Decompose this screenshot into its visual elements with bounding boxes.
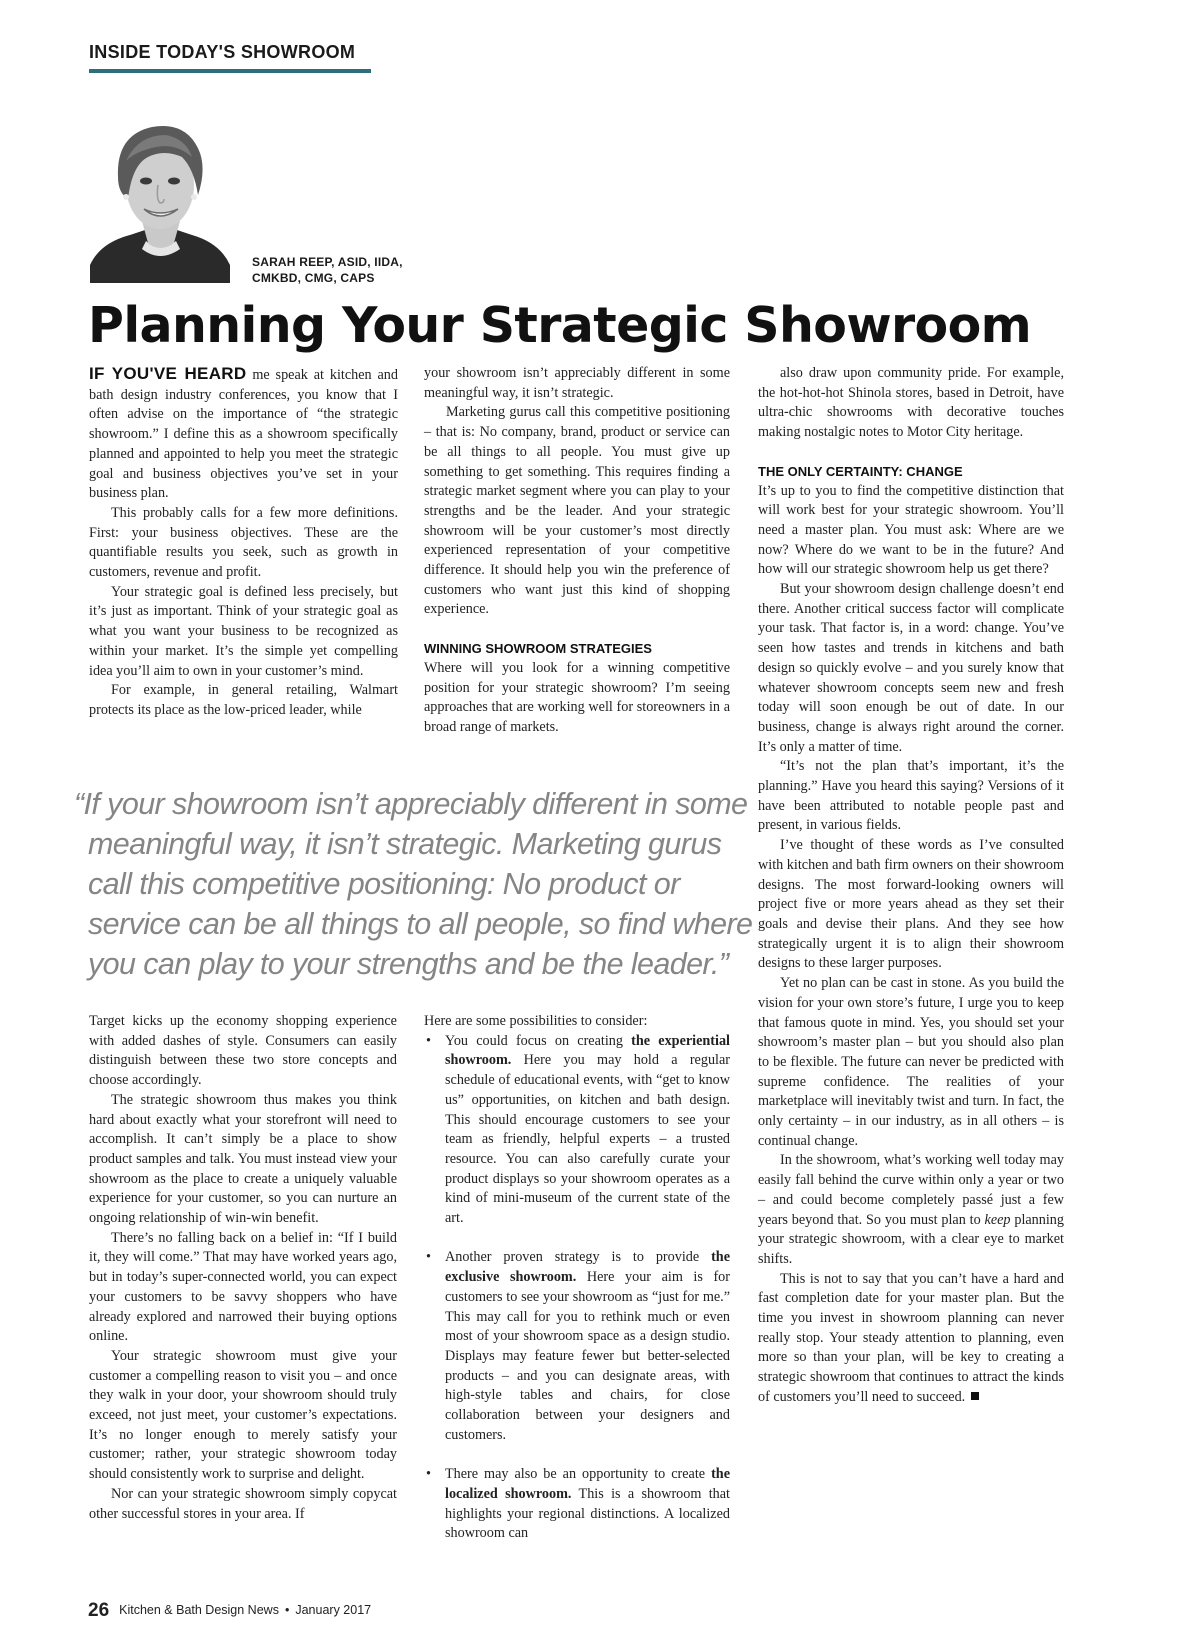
list-item [424, 1465, 730, 1544]
section-rule [89, 69, 371, 73]
list-item [424, 1248, 730, 1445]
list-item-emphasis: the localized showroom. [445, 1466, 730, 1502]
body-paragraph: Your strategic showroom must give your customer a compelling reason to visit you – and once they walk in your door, your showroom should truly exceed, not just meet, your customer’s expectations. It’s no longer enough to merely satisfy your customer; rather, your strategic showroom today should consistently work to surprise and delight. [89, 1347, 397, 1483]
column-3 [758, 364, 1064, 1408]
pull-quote [74, 784, 754, 984]
body-paragraph: also draw upon community pride. For example, the hot-hot-hot Shinola stores, based in Detroit, have ultra-chic showrooms with decorative touches making nostalgic notes to Motor City heritage. [758, 365, 1064, 441]
body-text: planning your strategic showroom, with a clear eye to market shifts. [758, 1211, 1064, 1267]
author-name-line-1: SARAH REEP, ASID, IIDA, [252, 255, 403, 269]
article-headline: Planning Your Strategic Showroom [88, 297, 1032, 354]
body-paragraph: The strategic showroom thus makes you think hard about exactly what your storefront will need to accomplish. It can’t simply be a place to show product samples and talk. You must instead view your showroom as the place to create a uniquely valuable experience for your customer, so you can nurture an ongoing relationship of win-win benefit. [89, 1091, 397, 1227]
body-paragraph: I’ve thought of these words as I’ve consulted with kitchen and bath firm owners on their showroom designs. The most forward-looking owners will project five or more years ahead as they set their goals and devise their plans. And they see how strategically urgent it is to align their showroom designs to these larger purposes. [758, 837, 1064, 972]
list-item-text: You could focus on creating [445, 1032, 632, 1049]
list-item-emphasis: the exclusive showroom. [445, 1249, 730, 1286]
bullet-icon: • [426, 1249, 431, 1266]
lead-paragraph-text: me speak at kitchen and bath design industry conferences, you know that I often advise on the importance of “the strategic showroom.” I define this as a showroom specifically planned and appointed to help you meet the strategic goal and business objectives you’ve set in your business plan. [89, 367, 398, 502]
body-paragraph: It’s up to you to find the competitive distinction that will work best for your strategic showroom. You’ll need a master plan. You must ask: Where are we now? Where do we want to be in the future? And how will our strategic showroom help us get there? [758, 482, 1064, 578]
end-of-article-icon [971, 1392, 979, 1400]
body-paragraph [758, 1270, 1064, 1408]
body-paragraph: “It’s not the plan that’s important, it’s the planning.” Have you heard this saying? Versions of it have been attributed to notable people past and present, in various fields. [758, 758, 1064, 834]
pull-quote-line: you can play to your strengths and be the leader.” [88, 947, 729, 981]
author-byline [252, 254, 472, 286]
body-paragraph: Target kicks up the economy shopping experience with added dashes of style. Consumers can easily distinguish between these two store concepts and choose accordingly. [89, 1013, 397, 1089]
list-item-text: There may also be an opportunity to create [445, 1466, 712, 1483]
page-footer [88, 1600, 588, 1622]
subhead: THE ONLY CERTAINTY: CHANGE [758, 463, 963, 479]
body-paragraph: But your showroom design challenge doesn’t end there. Another critical success factor will complicate your task. That factor is, in a word: change. You’ve seen how tastes and trends in kitchens and bath design so quickly evolve – and you surely know that whatever showroom concepts seem new and fresh today will soon enough be out of date. In our business, change is always right around the corner. It’s only a matter of time. [758, 581, 1064, 755]
column-2-bottom [424, 1012, 730, 1544]
list-item-text: This is a showroom that highlights your regional distinctions. A localized showroom can [445, 1485, 730, 1542]
column-2-top [424, 364, 730, 738]
body-paragraph: your showroom isn’t appreciably different in some meaningful way, it isn’t strategic. [424, 365, 730, 401]
list-item-emphasis: the experiential showroom. [445, 1032, 730, 1069]
bullet-icon: • [426, 1466, 431, 1483]
body-paragraph [758, 1151, 1064, 1269]
pull-quote-line: meaningful way, it isn’t strategic. Marketing gurus [88, 827, 722, 861]
author-name-line-2: CMKBD, CMG, CAPS [252, 271, 375, 285]
author-portrait-image [90, 113, 230, 283]
list-item [424, 1032, 730, 1229]
list-item-text: Here your aim is for customers to see your showroom as “just for me.” This may call for you to rethink much or even most of your showroom space as a design studio. Displays may feature fewer but better-selected products – and you can designate areas, with high-style tables and chairs, for close collaboration between your designers and customers. [445, 1269, 730, 1443]
body-paragraph: There’s no falling back on a belief in: “If I build it, they will come.” That may have worked years ago, but in today’s super-connected world, you can expect your customers to be savvy shoppers who have already explored and narrowed their buying options online. [89, 1229, 397, 1345]
list-intro: Here are some possibilities to consider: [424, 1013, 648, 1029]
footer-separator: • [284, 1603, 290, 1617]
section-label: INSIDE TODAY'S SHOWROOM [89, 42, 356, 62]
strategy-list [424, 1032, 730, 1544]
list-item-text: Another proven strategy is to provide [445, 1249, 712, 1266]
body-text: In the showroom, what’s working well today may easily fall behind the curve within only a year or two – and could become completely passé just a few years beyond that. So you must plan to [758, 1152, 1064, 1228]
body-text: This is not to say that you can’t have a hard and fast completion date for your master plan. But the time you invest in showroom planning can never really stop. Your steady attention to planning, even more so than your plan, will be key to creating a strategic showroom that continues to attract the kinds of customers you’ll need to succeed. [758, 1270, 1064, 1405]
page-number: 26 [88, 1600, 110, 1621]
body-paragraph: Nor can your strategic showroom simply copycat other successful stores in your area. If [89, 1485, 397, 1522]
pull-quote-line: “If your showroom isn’t appreciably different in some [74, 787, 748, 821]
body-paragraph: This probably calls for a few more definitions. First: your business objectives. These are the quantifiable results you seek, such as growth in customers, revenue and profit. [89, 504, 398, 581]
pull-quote-line: service can be all things to all people, so find where [88, 907, 753, 941]
publication-name: Kitchen & Bath Design News [119, 1603, 279, 1617]
bullet-icon: • [426, 1032, 431, 1049]
body-paragraph: For example, in general retailing, Walmart protects its place as the low-priced leader, while [89, 682, 398, 718]
column-1-top [89, 364, 398, 721]
issue-date: January 2017 [295, 1603, 372, 1617]
list-item-text: Here you may hold a regular schedule of educational events, with “get to know us” opportunities, on kitchen and bath design. This should encourage customers to see your team as friendly, helpful experts – a trusted resource. You can also carefully curate your product displays so your showroom operates as a kind of mini-museum of the current state of the art. [445, 1052, 730, 1227]
body-paragraph: Marketing gurus call this competitive positioning – that is: No company, brand, product or service can be all things to all people. You must give up something to get something. This requires finding a strategic market segment where you can play to your strengths and be the leader. And your strategic showroom will be your customer’s most directly experienced representation of your competitive difference. It should help you win the preference of customers who want just this kind of shopping experience. [424, 404, 730, 618]
body-paragraph: Yet no plan can be cast in stone. As you build the vision for your own store’s future, I urge you to keep that famous quote in mind. Yes, you should set your showroom’s master plan – but you should also plan to be flexible. The future can never be predicted with supreme confidence. The realities of your marketplace will inevitably twist and turn. In fact, the only certainty – in our industry, as in all others – is continual change. [758, 975, 1064, 1149]
author-portrait [90, 113, 230, 283]
column-1-bottom [89, 1012, 397, 1524]
lead-caps: IF YOU'VE HEARD [89, 364, 247, 383]
pull-quote-line: call this competitive positioning: No product or [88, 867, 680, 901]
body-paragraph: Your strategic goal is defined less precisely, but it’s just as important. Think of your strategic goal as what you want your business to be recognized as within your market. It’s the simple yet compelling idea you’ll aim to own in your customer’s mind. [89, 583, 398, 679]
body-emphasis: keep [984, 1211, 1011, 1228]
body-paragraph: Where will you look for a winning competitive position for your strategic showroom? I’m seeing approaches that are working well for storeowners in a broad range of markets. [424, 659, 730, 735]
subhead: WINNING SHOWROOM STRATEGIES [424, 641, 652, 657]
lead-paragraph [89, 364, 398, 504]
